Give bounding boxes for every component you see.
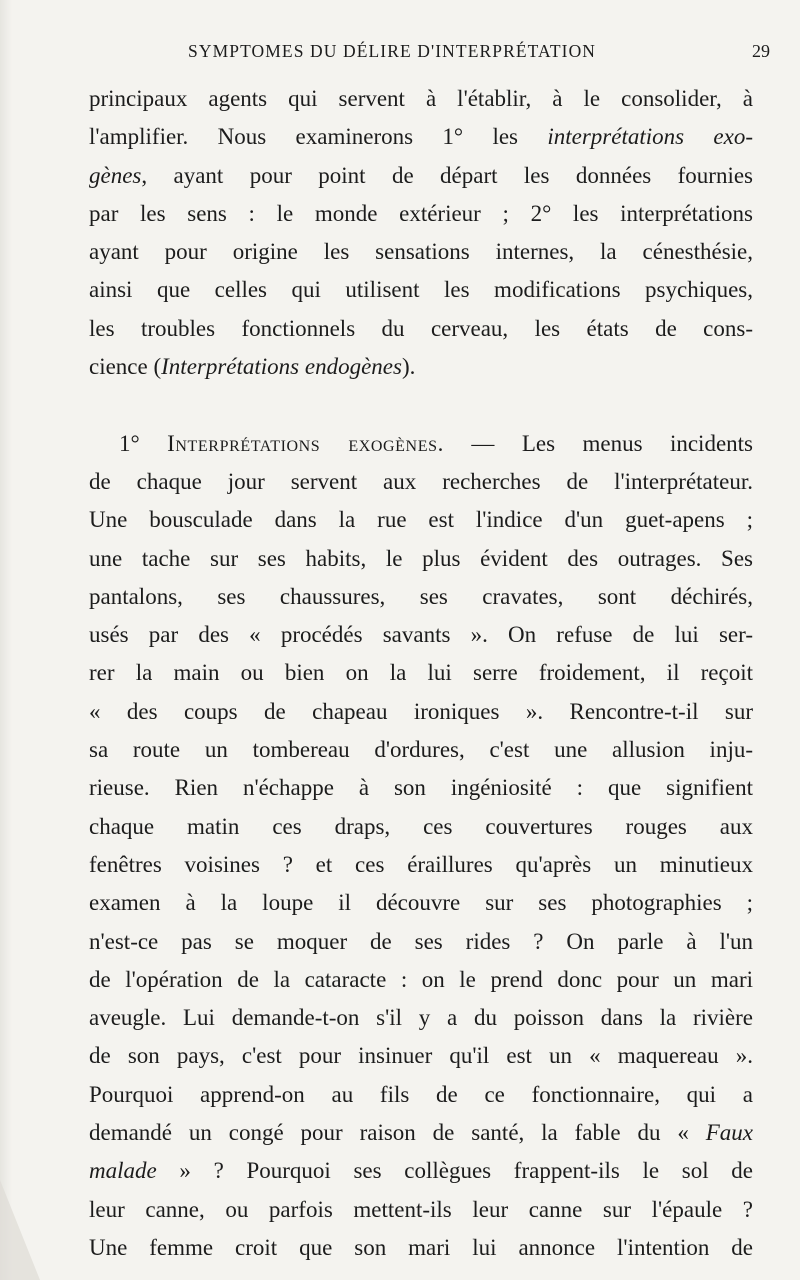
text-line: chaque matin ces draps, ces couvertures rouges aux (89, 813, 753, 839)
text-line: de l'opération de la cataracte : on le prend donc pour un mari (89, 966, 753, 992)
section-number: 1° (119, 430, 168, 456)
section-heading-line (89, 425, 753, 463)
text-line: « des coups de chapeau ironiques ». Rencontre-t-il sur (89, 698, 753, 724)
page-corner-fold (0, 1180, 40, 1280)
running-head (90, 36, 770, 66)
text-line: les troubles fonctionnels du cerveau, les états de cons- (89, 315, 753, 341)
text-line: de chaque jour servent aux recherches de l'interprétateur. (89, 468, 753, 494)
text-span: l'amplifier. Nous examinerons 1° les (89, 124, 548, 150)
text-line: pantalons, ses chaussures, ses cravates, sont déchirés, (89, 583, 753, 609)
text-line (89, 118, 753, 156)
text-line (89, 1152, 753, 1190)
body-text (89, 80, 753, 1267)
text-span: , ayant pour point de départ les données fournies (141, 162, 753, 188)
paragraph-gap (89, 386, 753, 424)
text-line: Une bousculade dans la rue est l'indice d'un guet-apens ; (89, 507, 753, 533)
text-line: fenêtres voisines ? et ces éraillures qu'après un minutieux (89, 851, 753, 877)
text-line: une tache sur ses habits, le plus évident des outrages. Ses (89, 545, 753, 571)
section-heading: Interprétations exogènes. (167, 430, 444, 456)
text-span: ). (401, 354, 416, 380)
text-span: cience ( (89, 354, 162, 380)
text-line (89, 157, 753, 195)
text-line: usés par des « procédés savants ». On refuse de lui ser- (89, 622, 753, 648)
text-line: examen à la loupe il découvre sur ses photographies ; (89, 890, 753, 916)
text-span: » ? Pourquoi ses collègues frappent-ils le sol de (156, 1158, 753, 1184)
italic-term: malade (89, 1158, 157, 1184)
text-line: leur canne, ou parfois mettent-ils leur canne sur l'épaule ? (89, 1196, 753, 1222)
text-line: de son pays, c'est pour insinuer qu'il est un « maquereau ». (89, 1043, 753, 1069)
text-line: rieuse. Rien n'échappe à son ingéniosité : que signifient (89, 775, 753, 801)
text-line: ayant pour origine les sensations internes, la cénesthésie, (89, 239, 753, 265)
text-line: Une femme croit que son mari lui annonce l'intention de (89, 1234, 753, 1260)
italic-term: gènes (89, 162, 142, 188)
text-line: rer la main ou bien on la lui serre froidement, il reçoit (89, 660, 753, 686)
italic-term: Faux (705, 1120, 753, 1146)
page-number: 29 (752, 41, 770, 61)
text-line: principaux agents qui servent à l'établir, à le consolider, à (89, 86, 753, 111)
text-line (89, 348, 753, 386)
text-line: Pourquoi apprend-on au fils de ce fonctionnaire, qui a (89, 1081, 753, 1107)
italic-term: interprétations exo- (547, 124, 753, 150)
page-gutter-shadow (0, 0, 12, 1280)
text-line: aveugle. Lui demande-t-on s'il y a du poisson dans la rivière (89, 1005, 753, 1031)
running-head-title: SYMPTOMES DU DÉLIRE D'INTERPRÉTATION (188, 41, 597, 61)
text-line (89, 1114, 753, 1152)
text-line: sa route un tombereau d'ordures, c'est une allusion inju- (89, 737, 753, 763)
text-line: par les sens : le monde extérieur ; 2° les interprétations (89, 200, 753, 226)
text-span: — Les menus incidents (443, 430, 753, 456)
italic-term: Interprétations endogènes (161, 354, 402, 380)
text-line: ainsi que celles qui utilisent les modifications psychiques, (89, 277, 753, 303)
text-line: n'est-ce pas se moquer de ses rides ? On parle à l'un (89, 928, 753, 954)
text-span: demandé un congé pour raison de santé, la fable du « (89, 1120, 706, 1146)
